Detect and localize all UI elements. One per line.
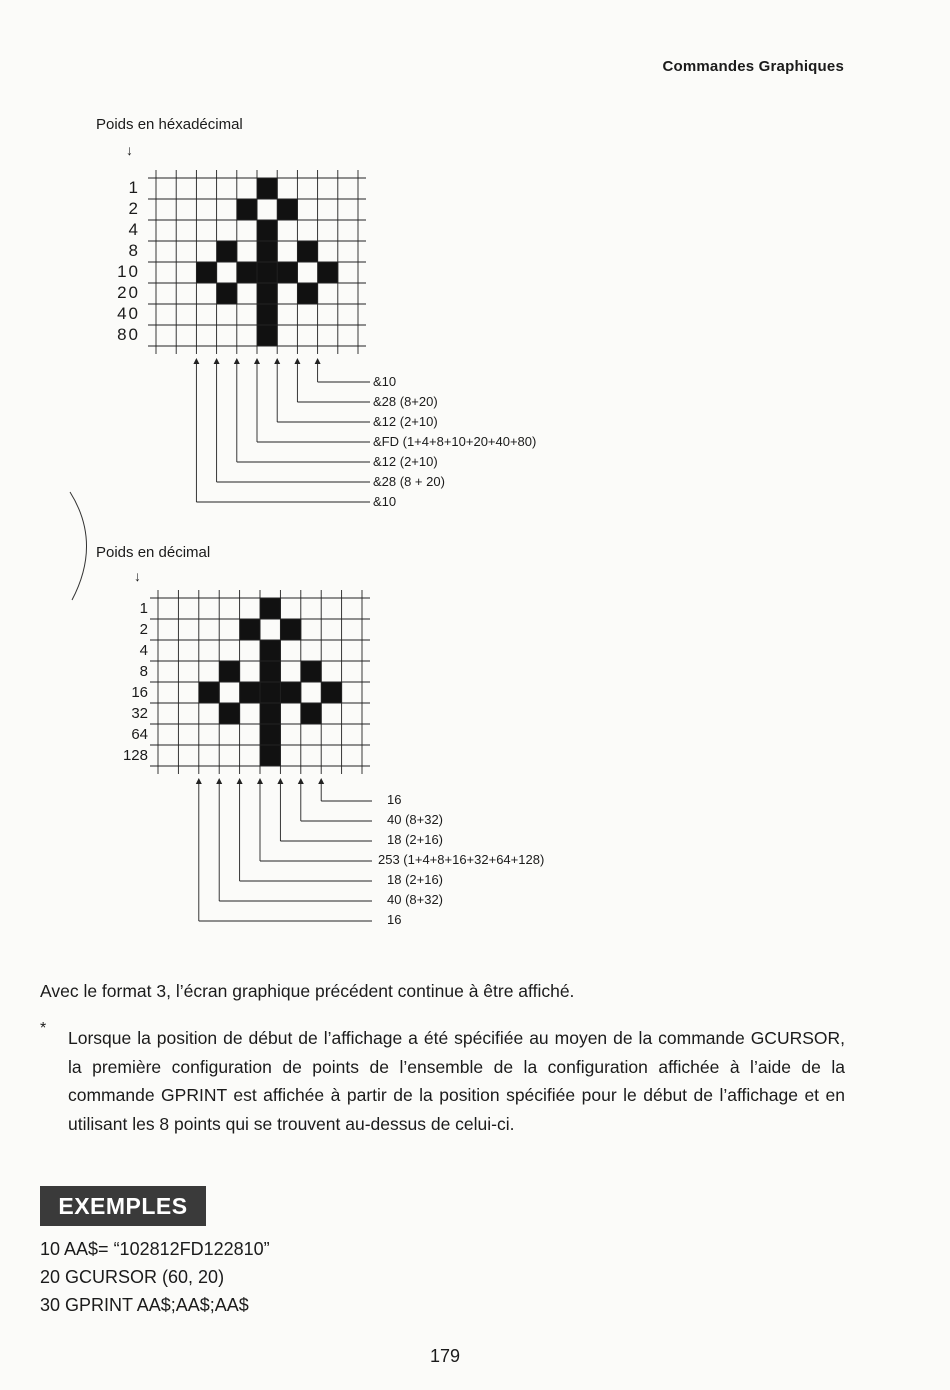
note-marker: * (40, 1020, 47, 1037)
filled-cell (280, 619, 301, 641)
weight-label: 128 (122, 747, 148, 764)
filled-cell (199, 682, 220, 704)
filled-cell (219, 661, 240, 683)
filled-cell (260, 640, 281, 662)
column-value-label: &FD (1+4+8+10+20+40+80) (373, 434, 537, 449)
column-value-label: &10 (373, 494, 397, 509)
arrow-up-icon (196, 778, 202, 784)
column-value-label: 40 (8+32) (387, 892, 444, 907)
filled-cell (301, 661, 322, 683)
column-value-label: 253 (1+4+8+16+32+64+128) (378, 852, 545, 867)
arrow-up-icon (237, 778, 243, 784)
weight-label: 40 (117, 304, 140, 323)
examples-heading: EXEMPLES (40, 1186, 206, 1226)
arrow-up-icon (277, 778, 283, 784)
arrow-up-icon (298, 778, 304, 784)
column-value-label: 16 (387, 912, 402, 927)
note-paragraph: Lorsque la position de début de l’affichage a été spécifiée au moyen de la commande GCURSOR, la première configuration de points de l’ensemble de la configuration affichée à l’aide de la commande GPRINT est affichée à partir de la position spécifiée pour le début de l’affichage et en utilisant les 8 points qui se trouvent au-dessus de celui-ci. (68, 1028, 845, 1134)
column-value-label: &12 (2+10) (373, 414, 438, 429)
column-value-label: 16 (387, 792, 402, 807)
down-arrow-icon: ↓ (134, 568, 141, 584)
column-value-label: 18 (2+16) (387, 872, 444, 887)
filled-cell (260, 682, 281, 704)
filled-cell (280, 682, 301, 704)
arrow-up-icon (257, 778, 263, 784)
figure1-caption: Poids en héxadécimal (96, 116, 243, 133)
weight-label: 32 (131, 705, 148, 722)
weight-label: 1 (128, 178, 140, 197)
weight-label: 2 (128, 199, 140, 218)
running-header: Commandes Graphiques (662, 58, 844, 75)
page-number: 179 (429, 1346, 461, 1366)
filled-cell (240, 619, 261, 641)
weight-label: 10 (117, 262, 140, 281)
weight-label: 8 (128, 241, 140, 260)
column-value-label: 18 (2+16) (387, 832, 444, 847)
weight-label: 1 (139, 600, 148, 617)
filled-cell (260, 703, 281, 725)
code-line: 10 AA$= “102812FD122810” (40, 1239, 270, 1259)
column-value-label: &10 (373, 374, 397, 389)
code-line: 20 GCURSOR (60, 20) (40, 1267, 225, 1287)
weight-label: 8 (139, 663, 148, 680)
filled-cell (260, 661, 281, 683)
column-value-label: &12 (2+10) (373, 454, 438, 469)
filled-cell (321, 682, 342, 704)
arrow-up-icon (318, 778, 324, 784)
column-value-label: &28 (8+20) (373, 394, 438, 409)
filled-cell (240, 682, 261, 704)
filled-cell (219, 703, 240, 725)
filled-cell (260, 745, 281, 767)
filled-cell (260, 598, 281, 620)
paragraph-format3: Avec le format 3, l’écran graphique précédent continue à être affiché. (40, 981, 575, 1001)
column-value-label: 40 (8+32) (387, 812, 444, 827)
arrow-up-icon (216, 778, 222, 784)
figure2-caption: Poids en décimal (96, 544, 211, 561)
weight-label: 2 (139, 621, 148, 638)
weight-label: 4 (139, 642, 148, 659)
weight-label: 16 (131, 684, 148, 701)
filled-cell (301, 703, 322, 725)
filled-cell (260, 724, 281, 746)
code-line: 30 GPRINT AA$;AA$;AA$ (40, 1295, 249, 1315)
weight-label: 64 (131, 726, 148, 743)
column-value-label: &28 (8 + 20) (373, 474, 445, 489)
weight-label: 80 (117, 325, 140, 344)
weight-label: 4 (128, 220, 140, 239)
down-arrow-icon: ↓ (126, 142, 133, 158)
weight-label: 20 (117, 283, 140, 302)
